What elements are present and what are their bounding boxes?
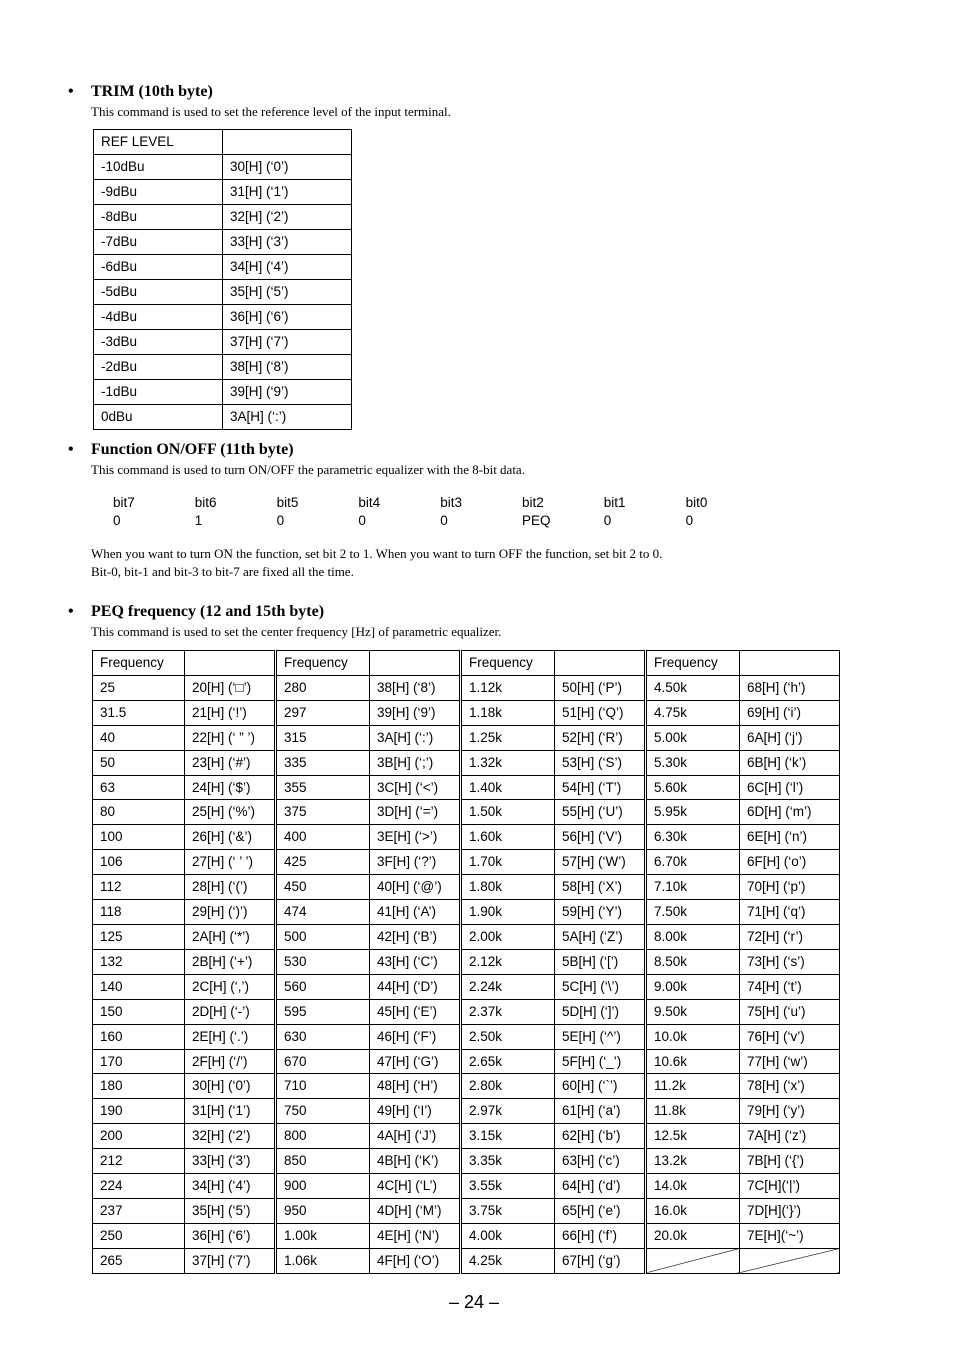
code-cell: 27[H] (‘ ’ ’) bbox=[185, 850, 276, 875]
code-cell: 76[H] (‘v’) bbox=[740, 1024, 840, 1049]
frequency-cell: 2.50k bbox=[461, 1024, 555, 1049]
code-cell: 52[H] (‘R’) bbox=[555, 725, 646, 750]
frequency-cell: 1.50k bbox=[461, 800, 555, 825]
code-cell: 77[H] (‘w’) bbox=[740, 1049, 840, 1074]
bit-value: 0 bbox=[113, 513, 121, 528]
bit-label: bit2 bbox=[522, 495, 544, 510]
code-cell: 73[H] (‘s’) bbox=[740, 949, 840, 974]
frequency-cell: 180 bbox=[93, 1074, 185, 1099]
frequency-cell: 190 bbox=[93, 1099, 185, 1124]
trim-code-cell: 30[H] (‘0’) bbox=[223, 155, 352, 180]
empty-frequency-cell bbox=[646, 1248, 740, 1273]
code-cell: 7E[H](‘~’) bbox=[740, 1223, 840, 1248]
frequency-cell: 560 bbox=[276, 974, 370, 999]
frequency-cell: 106 bbox=[93, 850, 185, 875]
frequency-cell: 11.8k bbox=[646, 1099, 740, 1124]
frequency-cell: 9.00k bbox=[646, 974, 740, 999]
frequency-cell: 950 bbox=[276, 1198, 370, 1223]
trim-table bbox=[93, 129, 352, 430]
trim-code-cell: 39[H] (‘9’) bbox=[223, 380, 352, 405]
frequency-cell: 1.80k bbox=[461, 875, 555, 900]
frequency-cell: 212 bbox=[93, 1149, 185, 1174]
code-cell: 2A[H] (‘*’) bbox=[185, 924, 276, 949]
peq-header-code bbox=[185, 651, 276, 676]
code-cell: 72[H] (‘r’) bbox=[740, 924, 840, 949]
empty-code-cell bbox=[740, 1248, 840, 1273]
frequency-cell: 112 bbox=[93, 875, 185, 900]
frequency-cell: 3.35k bbox=[461, 1149, 555, 1174]
peq-header-frequency: Frequency bbox=[276, 651, 370, 676]
bit-label: bit0 bbox=[685, 495, 708, 510]
code-cell: 20[H] (‘□’) bbox=[185, 675, 276, 700]
frequency-cell: 850 bbox=[276, 1149, 370, 1174]
frequency-cell: 150 bbox=[93, 999, 185, 1024]
code-cell: 23[H] (‘#’) bbox=[185, 750, 276, 775]
code-cell: 55[H] (‘U’) bbox=[555, 800, 646, 825]
code-cell: 59[H] (‘Y’) bbox=[555, 900, 646, 925]
frequency-cell: 6.30k bbox=[646, 825, 740, 850]
code-cell: 31[H] (‘1’) bbox=[185, 1099, 276, 1124]
frequency-cell: 297 bbox=[276, 700, 370, 725]
frequency-cell: 160 bbox=[93, 1024, 185, 1049]
frequency-cell: 800 bbox=[276, 1124, 370, 1149]
code-cell: 45[H] (‘E’) bbox=[370, 999, 461, 1024]
peq-row bbox=[93, 1174, 840, 1199]
function-description: This command is used to turn ON/OFF the parametric equalizer with the 8-bit data. bbox=[91, 462, 525, 477]
frequency-cell: 1.32k bbox=[461, 750, 555, 775]
code-cell: 54[H] (‘T’) bbox=[555, 775, 646, 800]
code-cell: 22[H] (‘ ” ’) bbox=[185, 725, 276, 750]
bit-label: bit3 bbox=[440, 495, 462, 510]
frequency-cell: 474 bbox=[276, 900, 370, 925]
code-cell: 63[H] (‘c’) bbox=[555, 1149, 646, 1174]
trim-code-cell: 35[H] (‘5’) bbox=[223, 280, 352, 305]
trim-description: This command is used to set the reference level of the input terminal. bbox=[91, 104, 451, 119]
code-cell: 24[H] (‘$’) bbox=[185, 775, 276, 800]
trim-code-cell: 32[H] (‘2’) bbox=[223, 205, 352, 230]
code-cell: 4A[H] (‘J’) bbox=[370, 1124, 461, 1149]
code-cell: 68[H] (‘h’) bbox=[740, 675, 840, 700]
frequency-cell: 100 bbox=[93, 825, 185, 850]
frequency-cell: 500 bbox=[276, 924, 370, 949]
frequency-cell: 595 bbox=[276, 999, 370, 1024]
code-cell: 5A[H] (‘Z’) bbox=[555, 924, 646, 949]
trim-section-title: • TRIM (10th byte) bbox=[68, 83, 213, 100]
frequency-cell: 2.12k bbox=[461, 949, 555, 974]
frequency-cell: 1.40k bbox=[461, 775, 555, 800]
frequency-cell: 170 bbox=[93, 1049, 185, 1074]
code-cell: 2E[H] (‘.’) bbox=[185, 1024, 276, 1049]
bit-value: 0 bbox=[603, 513, 612, 528]
trim-level-cell: -3dBu bbox=[94, 330, 223, 355]
code-cell: 30[H] (‘0’) bbox=[185, 1074, 276, 1099]
peq-row bbox=[93, 1198, 840, 1223]
peq-description: This command is used to set the center frequency [Hz] of parametric equalizer. bbox=[91, 624, 502, 639]
code-cell: 2C[H] (‘,’) bbox=[185, 974, 276, 999]
function-section-title: • Function ON/OFF (11th byte) bbox=[68, 441, 294, 458]
code-cell: 7A[H] (‘z’) bbox=[740, 1124, 840, 1149]
trim-header-row bbox=[94, 130, 352, 155]
frequency-cell: 3.15k bbox=[461, 1124, 555, 1149]
trim-row bbox=[94, 280, 352, 305]
peq-row bbox=[93, 1223, 840, 1248]
trim-row bbox=[94, 230, 352, 255]
function-note-line2: Bit-0, bit-1 and bit-3 to bit-7 are fixed all the time. bbox=[91, 564, 354, 579]
code-cell: 5F[H] (‘_’) bbox=[555, 1049, 646, 1074]
frequency-cell: 118 bbox=[93, 900, 185, 925]
frequency-cell: 670 bbox=[276, 1049, 370, 1074]
frequency-cell: 224 bbox=[93, 1174, 185, 1199]
frequency-cell: 16.0k bbox=[646, 1198, 740, 1223]
code-cell: 33[H] (‘3’) bbox=[185, 1149, 276, 1174]
code-cell: 62[H] (‘b’) bbox=[555, 1124, 646, 1149]
frequency-cell: 4.00k bbox=[461, 1223, 555, 1248]
code-cell: 78[H] (‘x’) bbox=[740, 1074, 840, 1099]
peq-row bbox=[93, 974, 840, 999]
code-cell: 21[H] (‘!’) bbox=[185, 700, 276, 725]
frequency-cell: 25 bbox=[93, 675, 185, 700]
peq-row bbox=[93, 1124, 840, 1149]
frequency-cell: 4.25k bbox=[461, 1248, 555, 1273]
trim-level-cell: -6dBu bbox=[94, 255, 223, 280]
bit-label: bit5 bbox=[276, 495, 299, 510]
frequency-cell: 10.6k bbox=[646, 1049, 740, 1074]
code-cell: 5D[H] (‘]’) bbox=[555, 999, 646, 1024]
frequency-cell: 750 bbox=[276, 1099, 370, 1124]
function-note-line1: When you want to turn ON the function, set bit 2 to 1. When you want to turn OFF the function, set bit 2 to 0. bbox=[91, 546, 663, 561]
frequency-cell: 125 bbox=[93, 924, 185, 949]
code-cell: 25[H] (‘%’) bbox=[185, 800, 276, 825]
trim-row bbox=[94, 255, 352, 280]
frequency-cell: 315 bbox=[276, 725, 370, 750]
code-cell: 50[H] (‘P’) bbox=[555, 675, 646, 700]
peq-row bbox=[93, 900, 840, 925]
frequency-cell: 6.70k bbox=[646, 850, 740, 875]
peq-header-code bbox=[555, 651, 646, 676]
trim-code-cell: 38[H] (‘8’) bbox=[223, 355, 352, 380]
bit-column bbox=[522, 494, 602, 530]
trim-level-cell: -2dBu bbox=[94, 355, 223, 380]
frequency-cell: 1.90k bbox=[461, 900, 555, 925]
code-cell: 4F[H] (‘O’) bbox=[370, 1248, 461, 1273]
code-cell: 34[H] (‘4’) bbox=[185, 1174, 276, 1199]
frequency-cell: 1.00k bbox=[276, 1223, 370, 1248]
frequency-cell: 9.50k bbox=[646, 999, 740, 1024]
code-cell: 69[H] (‘i’) bbox=[740, 700, 840, 725]
peq-row bbox=[93, 700, 840, 725]
frequency-cell: 4.75k bbox=[646, 700, 740, 725]
trim-row bbox=[94, 155, 352, 180]
peq-row bbox=[93, 1074, 840, 1099]
frequency-cell: 20.0k bbox=[646, 1223, 740, 1248]
trim-code-cell: 3A[H] (‘:’) bbox=[223, 405, 352, 430]
trim-level-cell: -10dBu bbox=[94, 155, 223, 180]
frequency-cell: 1.18k bbox=[461, 700, 555, 725]
code-cell: 2D[H] (‘-’) bbox=[185, 999, 276, 1024]
code-cell: 67[H] (‘g’) bbox=[555, 1248, 646, 1273]
code-cell: 4E[H] (‘N’) bbox=[370, 1223, 461, 1248]
code-cell: 48[H] (‘H’) bbox=[370, 1074, 461, 1099]
frequency-cell: 50 bbox=[93, 750, 185, 775]
code-cell: 64[H] (‘d’) bbox=[555, 1174, 646, 1199]
code-cell: 57[H] (‘W’) bbox=[555, 850, 646, 875]
code-cell: 28[H] (‘(’) bbox=[185, 875, 276, 900]
frequency-cell: 5.00k bbox=[646, 725, 740, 750]
bit-value: 0 bbox=[276, 513, 285, 528]
frequency-cell: 5.60k bbox=[646, 775, 740, 800]
code-cell: 2B[H] (‘+’) bbox=[185, 949, 276, 974]
frequency-cell: 250 bbox=[93, 1223, 185, 1248]
frequency-cell: 13.2k bbox=[646, 1149, 740, 1174]
frequency-cell: 8.50k bbox=[646, 949, 740, 974]
frequency-cell: 2.00k bbox=[461, 924, 555, 949]
page-number: – 24 – bbox=[449, 1292, 500, 1312]
code-cell: 3D[H] (‘=’) bbox=[370, 800, 461, 825]
frequency-cell: 31.5 bbox=[93, 700, 185, 725]
code-cell: 49[H] (‘I’) bbox=[370, 1099, 461, 1124]
code-cell: 65[H] (‘e’) bbox=[555, 1198, 646, 1223]
bit-column bbox=[358, 494, 438, 530]
frequency-cell: 2.37k bbox=[461, 999, 555, 1024]
frequency-cell: 2.80k bbox=[461, 1074, 555, 1099]
frequency-cell: 3.55k bbox=[461, 1174, 555, 1199]
code-cell: 29[H] (‘)’) bbox=[185, 900, 276, 925]
code-cell: 60[H] (‘`’) bbox=[555, 1074, 646, 1099]
frequency-cell: 12.5k bbox=[646, 1124, 740, 1149]
code-cell: 7B[H] (‘{’) bbox=[740, 1149, 840, 1174]
code-cell: 56[H] (‘V’) bbox=[555, 825, 646, 850]
code-cell: 71[H] (‘q’) bbox=[740, 900, 840, 925]
code-cell: 74[H] (‘t’) bbox=[740, 974, 840, 999]
code-cell: 6F[H] (‘o’) bbox=[740, 850, 840, 875]
code-cell: 6B[H] (‘k’) bbox=[740, 750, 840, 775]
frequency-cell: 400 bbox=[276, 825, 370, 850]
bit-column bbox=[440, 494, 520, 530]
frequency-cell: 530 bbox=[276, 949, 370, 974]
frequency-cell: 140 bbox=[93, 974, 185, 999]
frequency-cell: 5.95k bbox=[646, 800, 740, 825]
trim-row bbox=[94, 330, 352, 355]
bit-value: 0 bbox=[440, 513, 448, 528]
peq-row bbox=[93, 1248, 840, 1273]
frequency-cell: 8.00k bbox=[646, 924, 740, 949]
code-cell: 66[H] (‘f’) bbox=[555, 1223, 646, 1248]
frequency-cell: 425 bbox=[276, 850, 370, 875]
code-cell: 39[H] (‘9’) bbox=[370, 700, 461, 725]
frequency-cell: 80 bbox=[93, 800, 185, 825]
peq-header-frequency: Frequency bbox=[461, 651, 555, 676]
peq-row bbox=[93, 999, 840, 1024]
trim-level-cell: 0dBu bbox=[94, 405, 223, 430]
code-cell: 5B[H] (‘[’) bbox=[555, 949, 646, 974]
frequency-cell: 2.24k bbox=[461, 974, 555, 999]
code-cell: 3F[H] (‘?’) bbox=[370, 850, 461, 875]
peq-frequency-table bbox=[92, 650, 840, 1274]
frequency-cell: 710 bbox=[276, 1074, 370, 1099]
code-cell: 7D[H](‘}’) bbox=[740, 1198, 840, 1223]
frequency-cell: 1.70k bbox=[461, 850, 555, 875]
peq-header-row bbox=[93, 651, 840, 676]
frequency-cell: 2.97k bbox=[461, 1099, 555, 1124]
peq-header-code bbox=[370, 651, 461, 676]
code-cell: 38[H] (‘8’) bbox=[370, 675, 461, 700]
frequency-cell: 200 bbox=[93, 1124, 185, 1149]
trim-header-code bbox=[223, 130, 352, 155]
peq-row bbox=[93, 924, 840, 949]
bit-label: bit7 bbox=[113, 495, 135, 510]
trim-row bbox=[94, 355, 352, 380]
trim-row bbox=[94, 205, 352, 230]
trim-header-ref-level: REF LEVEL bbox=[94, 130, 223, 155]
frequency-cell: 4.50k bbox=[646, 675, 740, 700]
code-cell: 61[H] (‘a’) bbox=[555, 1099, 646, 1124]
code-cell: 3E[H] (‘>’) bbox=[370, 825, 461, 850]
code-cell: 35[H] (‘5’) bbox=[185, 1198, 276, 1223]
code-cell: 36[H] (‘6’) bbox=[185, 1223, 276, 1248]
trim-code-cell: 36[H] (‘6’) bbox=[223, 305, 352, 330]
bit-value: 1 bbox=[194, 513, 203, 528]
code-cell: 6D[H] (‘m’) bbox=[740, 800, 840, 825]
frequency-cell: 14.0k bbox=[646, 1174, 740, 1199]
frequency-cell: 265 bbox=[93, 1248, 185, 1273]
trim-code-cell: 34[H] (‘4’) bbox=[223, 255, 352, 280]
frequency-cell: 10.0k bbox=[646, 1024, 740, 1049]
frequency-cell: 450 bbox=[276, 875, 370, 900]
bit-label: bit1 bbox=[603, 495, 626, 510]
code-cell: 44[H] (‘D’) bbox=[370, 974, 461, 999]
code-cell: 2F[H] (‘/’) bbox=[185, 1049, 276, 1074]
frequency-cell: 900 bbox=[276, 1174, 370, 1199]
frequency-cell: 3.75k bbox=[461, 1198, 555, 1223]
peq-row bbox=[93, 775, 840, 800]
peq-row bbox=[93, 949, 840, 974]
code-cell: 37[H] (‘7’) bbox=[185, 1248, 276, 1273]
code-cell: 3B[H] (‘;’) bbox=[370, 750, 461, 775]
trim-code-cell: 33[H] (‘3’) bbox=[223, 230, 352, 255]
code-cell: 6C[H] (‘l’) bbox=[740, 775, 840, 800]
code-cell: 41[H] (‘A’) bbox=[370, 900, 461, 925]
peq-row bbox=[93, 850, 840, 875]
frequency-cell: 1.60k bbox=[461, 825, 555, 850]
bit-column bbox=[113, 494, 193, 530]
code-cell: 7C[H](‘|’) bbox=[740, 1174, 840, 1199]
frequency-cell: 280 bbox=[276, 675, 370, 700]
code-cell: 4C[H] (‘L’) bbox=[370, 1174, 461, 1199]
peq-row bbox=[93, 1099, 840, 1124]
trim-code-cell: 31[H] (‘1’) bbox=[223, 180, 352, 205]
peq-row bbox=[93, 725, 840, 750]
trim-level-cell: -7dBu bbox=[94, 230, 223, 255]
peq-row bbox=[93, 800, 840, 825]
code-cell: 79[H] (‘y’) bbox=[740, 1099, 840, 1124]
code-cell: 6E[H] (‘n’) bbox=[740, 825, 840, 850]
frequency-cell: 1.25k bbox=[461, 725, 555, 750]
code-cell: 4D[H] (‘M’) bbox=[370, 1198, 461, 1223]
frequency-cell: 7.10k bbox=[646, 875, 740, 900]
code-cell: 51[H] (‘Q’) bbox=[555, 700, 646, 725]
frequency-cell: 7.50k bbox=[646, 900, 740, 925]
code-cell: 6A[H] (‘j’) bbox=[740, 725, 840, 750]
frequency-cell: 1.06k bbox=[276, 1248, 370, 1273]
peq-row bbox=[93, 875, 840, 900]
code-cell: 70[H] (‘p’) bbox=[740, 875, 840, 900]
trim-level-cell: -5dBu bbox=[94, 280, 223, 305]
trim-code-cell: 37[H] (‘7’) bbox=[223, 330, 352, 355]
trim-level-cell: -9dBu bbox=[94, 180, 223, 205]
peq-row bbox=[93, 1024, 840, 1049]
bit-label: bit4 bbox=[358, 495, 381, 510]
bit-column bbox=[686, 494, 766, 530]
peq-section-title: • PEQ frequency (12 and 15th byte) bbox=[68, 603, 325, 620]
peq-row bbox=[93, 1049, 840, 1074]
code-cell: 42[H] (‘B’) bbox=[370, 924, 461, 949]
bit-column bbox=[604, 494, 684, 530]
frequency-cell: 132 bbox=[93, 949, 185, 974]
frequency-cell: 11.2k bbox=[646, 1074, 740, 1099]
code-cell: 3C[H] (‘<’) bbox=[370, 775, 461, 800]
frequency-cell: 40 bbox=[93, 725, 185, 750]
trim-row bbox=[94, 405, 352, 430]
code-cell: 58[H] (‘X’) bbox=[555, 875, 646, 900]
bit-column bbox=[277, 494, 357, 530]
code-cell: 75[H] (‘u’) bbox=[740, 999, 840, 1024]
trim-row bbox=[94, 180, 352, 205]
bit-column bbox=[195, 494, 275, 530]
trim-row bbox=[94, 380, 352, 405]
trim-level-cell: -8dBu bbox=[94, 205, 223, 230]
frequency-cell: 375 bbox=[276, 800, 370, 825]
frequency-cell: 355 bbox=[276, 775, 370, 800]
trim-level-cell: -1dBu bbox=[94, 380, 223, 405]
code-cell: 26[H] (‘&’) bbox=[185, 825, 276, 850]
peq-row bbox=[93, 1149, 840, 1174]
frequency-cell: 335 bbox=[276, 750, 370, 775]
code-cell: 4B[H] (‘K’) bbox=[370, 1149, 461, 1174]
frequency-cell: 2.65k bbox=[461, 1049, 555, 1074]
bit-value: 0 bbox=[685, 513, 694, 528]
bit-value: PEQ bbox=[522, 513, 551, 528]
bit-label: bit6 bbox=[194, 495, 217, 510]
peq-row bbox=[93, 675, 840, 700]
peq-row bbox=[93, 750, 840, 775]
code-cell: 53[H] (‘S’) bbox=[555, 750, 646, 775]
peq-header-frequency: Frequency bbox=[646, 651, 740, 676]
code-cell: 46[H] (‘F’) bbox=[370, 1024, 461, 1049]
code-cell: 3A[H] (‘:’) bbox=[370, 725, 461, 750]
frequency-cell: 1.12k bbox=[461, 675, 555, 700]
code-cell: 32[H] (‘2’) bbox=[185, 1124, 276, 1149]
code-cell: 5C[H] (‘\’) bbox=[555, 974, 646, 999]
peq-header-frequency: Frequency bbox=[93, 651, 185, 676]
code-cell: 5E[H] (‘^’) bbox=[555, 1024, 646, 1049]
bit-value: 0 bbox=[358, 513, 366, 528]
code-cell: 43[H] (‘C’) bbox=[370, 949, 461, 974]
trim-row bbox=[94, 305, 352, 330]
frequency-cell: 237 bbox=[93, 1198, 185, 1223]
peq-row bbox=[93, 825, 840, 850]
frequency-cell: 630 bbox=[276, 1024, 370, 1049]
code-cell: 40[H] (‘@’) bbox=[370, 875, 461, 900]
peq-header-code bbox=[740, 651, 840, 676]
code-cell: 47[H] (‘G’) bbox=[370, 1049, 461, 1074]
frequency-cell: 63 bbox=[93, 775, 185, 800]
trim-level-cell: -4dBu bbox=[94, 305, 223, 330]
frequency-cell: 5.30k bbox=[646, 750, 740, 775]
